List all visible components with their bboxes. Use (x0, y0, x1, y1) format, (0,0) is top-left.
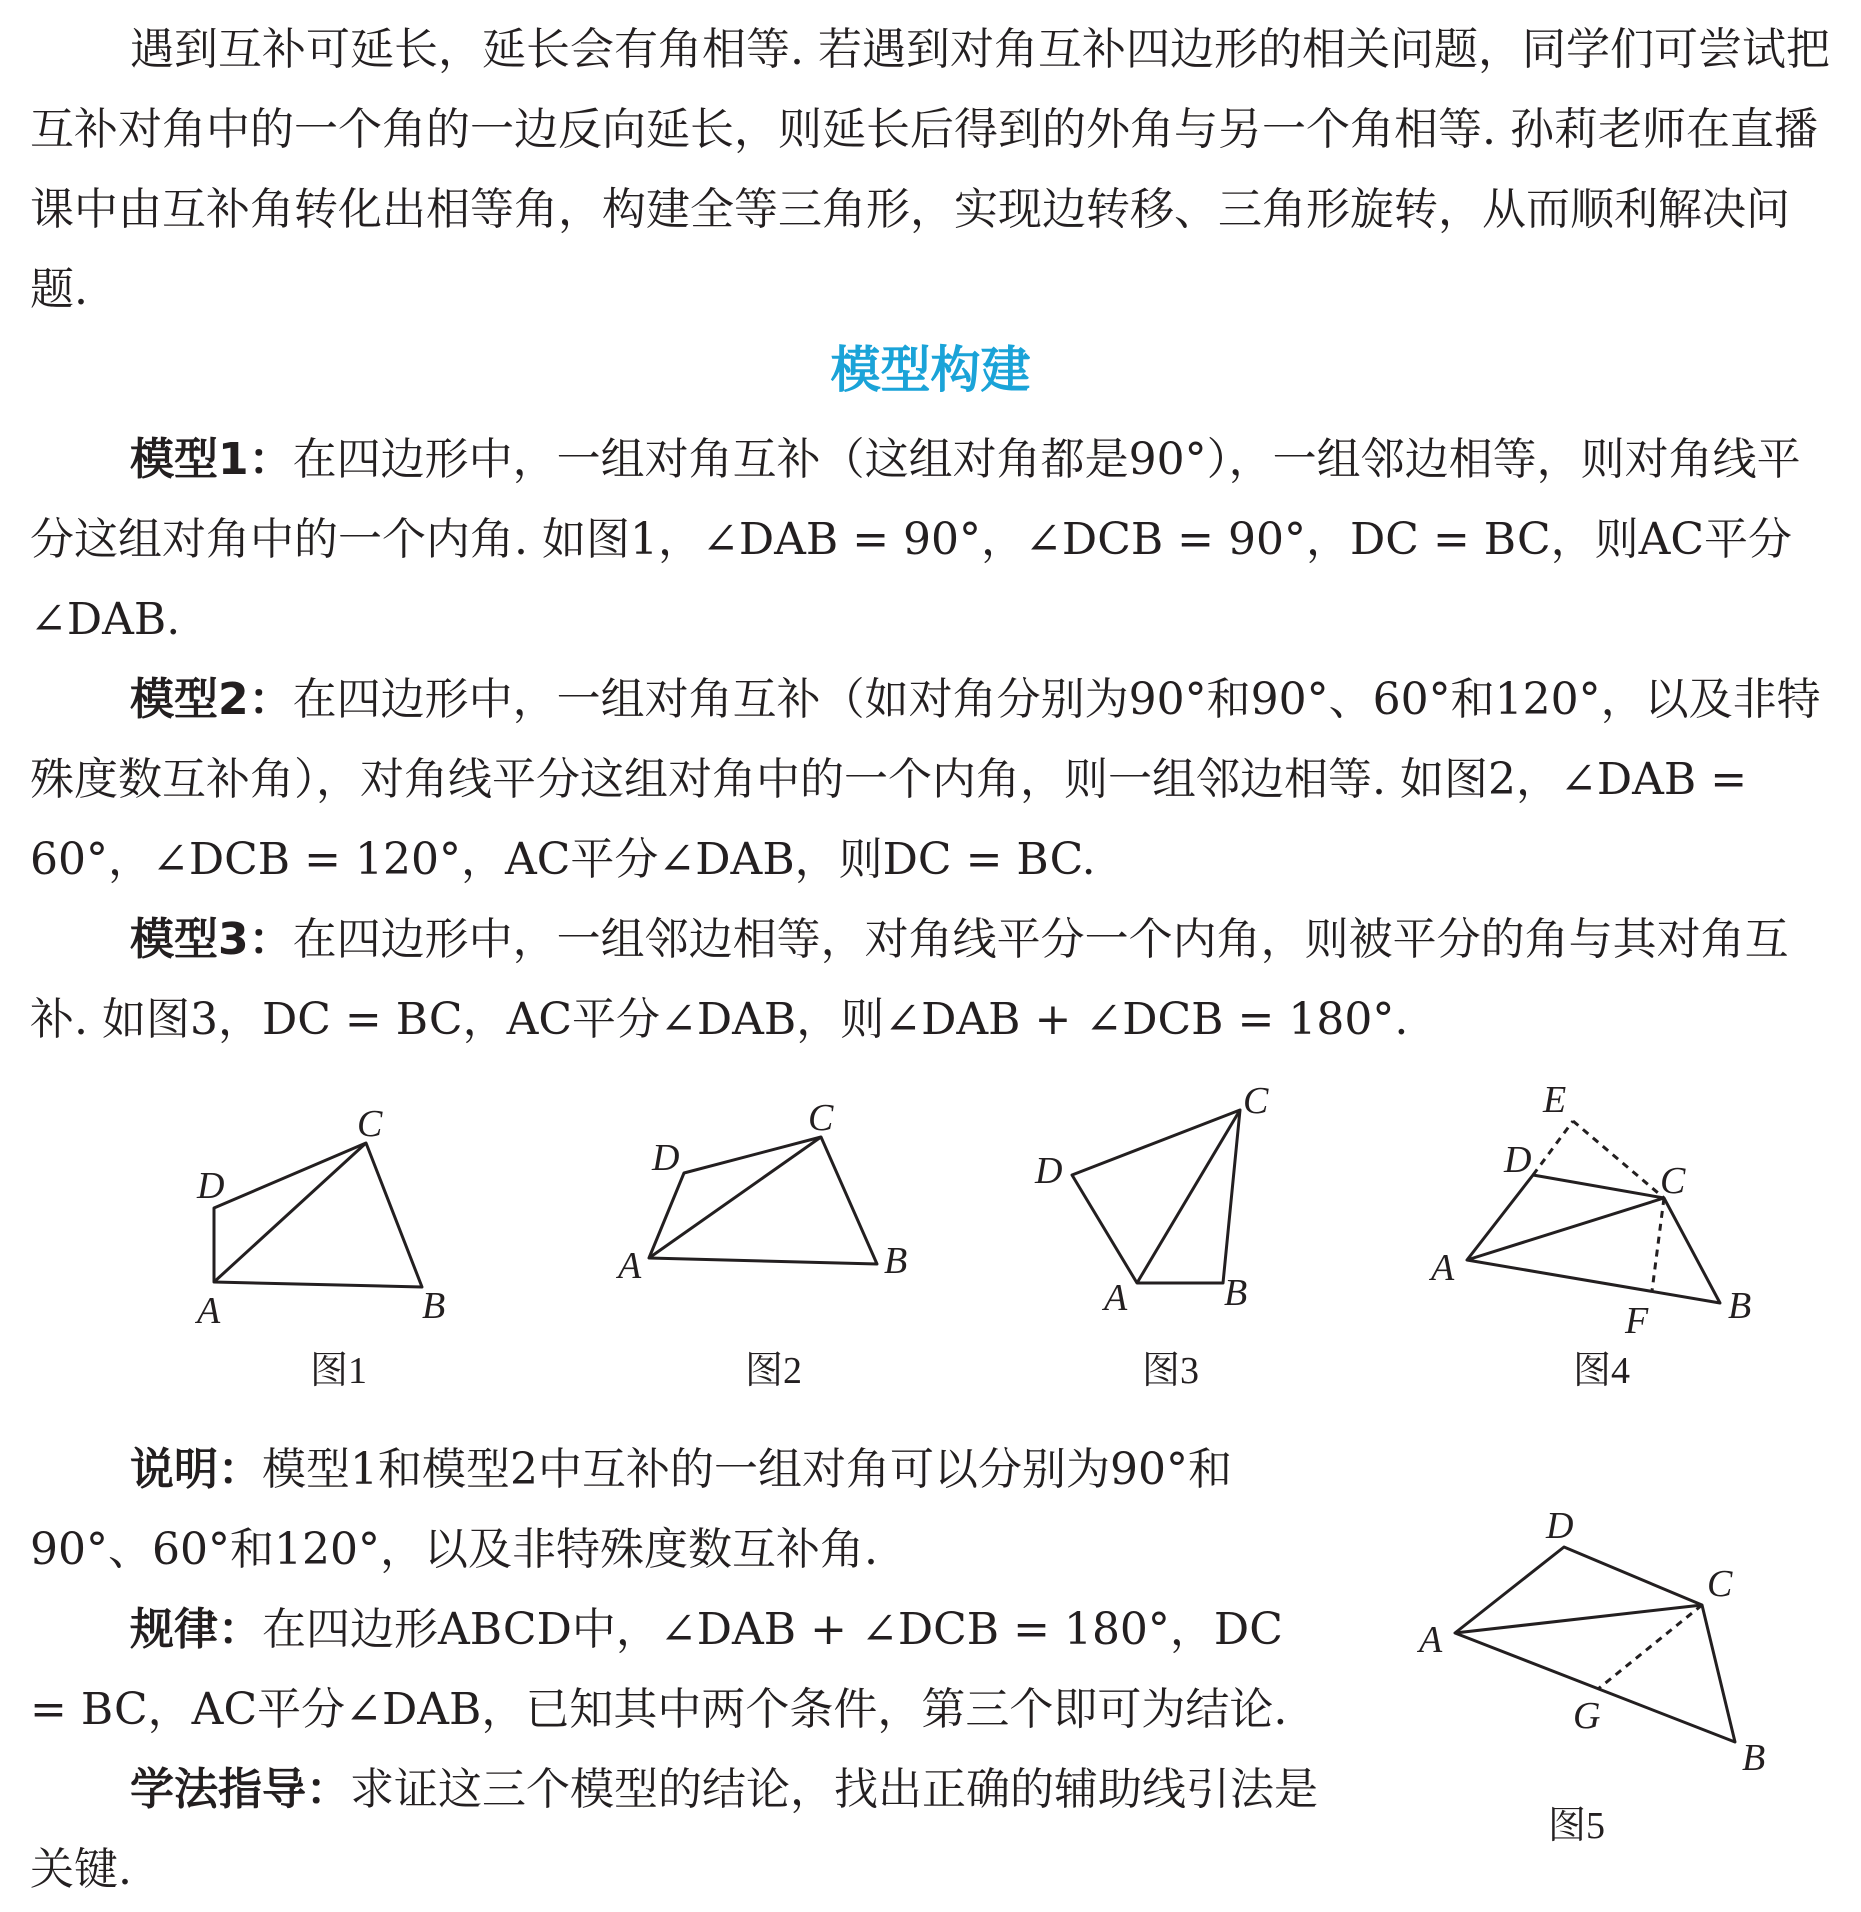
fig4-label-b: B (1728, 1285, 1752, 1327)
model-3-text: 在四边形中，一组邻边相等，对角线平分一个内角，则被平分的角与其对角互补. 如图3，DC = BC，AC平分∠DAB，则∠DAB + ∠DCB = 180°. (30, 914, 1789, 1045)
fig5-dashed-cg (1598, 1605, 1702, 1689)
fig4-dashed-de (1533, 1121, 1573, 1175)
fig3-label-d: D (1035, 1150, 1063, 1192)
fig1-label-a: A (197, 1290, 221, 1332)
fig3-label-c: C (1243, 1080, 1269, 1122)
fig4-label-e: E (1543, 1079, 1567, 1121)
fig5-caption: 图5 (1548, 1805, 1606, 1847)
fig1-caption: 图1 (310, 1350, 368, 1392)
fig2-label-a: A (618, 1245, 642, 1287)
note-guidance-text: 求证这三个模型的结论，找出正确的辅助线引法是关键. (30, 1764, 1318, 1895)
fig1-label-b: B (422, 1285, 446, 1327)
note-rule-paragraph (30, 1590, 1320, 1750)
model-1-text: 在四边形中，一组对角互补（这组对角都是90°），一组邻边相等，则对角线平分这组对角中的一个内角. 如图1，∠DAB = 90°，∠DCB = 90°，DC = BC，则AC平分∠DAB. (30, 434, 1801, 645)
section-title: 模型构建 (830, 341, 1031, 399)
fig5-label-a: A (1419, 1619, 1443, 1661)
note-explanation-label: 说明： (130, 1444, 262, 1495)
fig4-caption: 图4 (1573, 1350, 1631, 1392)
fig5-diagonal-ac (1455, 1605, 1702, 1633)
fig2-label-d: D (652, 1137, 680, 1179)
fig5-label-c: C (1707, 1563, 1733, 1605)
figure-1 (214, 1143, 422, 1287)
fig1-label-c: C (357, 1103, 383, 1145)
fig4-label-a: A (1431, 1247, 1455, 1289)
fig4-label-f: F (1625, 1300, 1649, 1342)
model-3-label: 模型3： (130, 914, 293, 965)
model-2-text: 在四边形中，一组对角互补（如对角分别为90°和90°、60°和120°，以及非特殊度数互补角），对角线平分这组对角中的一个内角，则一组邻边相等. 如图2，∠DAB = 60°，∠DCB = 120°，AC平分∠DAB，则DC = BC. (30, 674, 1821, 885)
fig2-quadrilateral (649, 1137, 877, 1264)
fig5-label-b: B (1742, 1737, 1766, 1779)
fig4-label-c: C (1660, 1160, 1686, 1202)
note-explanation-paragraph (30, 1430, 1320, 1590)
fig2-label-c: C (808, 1097, 834, 1139)
fig1-quadrilateral (214, 1143, 422, 1287)
fig4-dashed-ec (1573, 1121, 1664, 1198)
fig4-dashed-cf (1652, 1198, 1664, 1291)
figure-2 (649, 1137, 877, 1264)
fig3-label-b: B (1224, 1272, 1248, 1314)
model-2-label: 模型2： (130, 674, 293, 725)
note-guidance-label: 学法指导： (130, 1764, 350, 1815)
note-explanation-text: 模型1和模型2中互补的一组对角可以分别为90°和90°、60°和120°，以及非特殊度数互补角. (30, 1444, 1232, 1575)
intro-paragraph: 遇到互补可延长，延长会有角相等. 若遇到对角互补四边形的相关问题，同学们可尝试把互补对角中的一个角的一边反向延长，则延长后得到的外角与另一个角相等. 孙莉老师在直播课中由互补角转化出相等角，构建全等三角形，实现边转移、三角形旋转，从而顺利解决问题. (30, 24, 1830, 315)
fig4-label-d: D (1504, 1139, 1532, 1181)
fig5-label-d: D (1546, 1505, 1574, 1547)
fig1-diagonal-ac (214, 1143, 366, 1282)
note-guidance-paragraph (30, 1750, 1320, 1910)
fig3-caption: 图3 (1142, 1350, 1200, 1392)
figure-3 (1072, 1110, 1240, 1283)
fig1-label-d: D (197, 1165, 225, 1207)
fig4-diagonal-ac (1467, 1198, 1664, 1260)
model-1-label: 模型1： (130, 434, 293, 485)
fig2-caption: 图2 (745, 1350, 803, 1392)
fig5-label-g: G (1573, 1695, 1601, 1737)
note-rule-text: 在四边形ABCD中，∠DAB + ∠DCB = 180°，DC = BC，AC平分∠DAB，已知其中两个条件，第三个即可为结论. (30, 1604, 1288, 1735)
fig3-label-a: A (1104, 1277, 1128, 1319)
fig2-label-b: B (884, 1240, 908, 1282)
note-rule-label: 规律： (130, 1604, 262, 1655)
fig3-quadrilateral (1072, 1110, 1240, 1283)
